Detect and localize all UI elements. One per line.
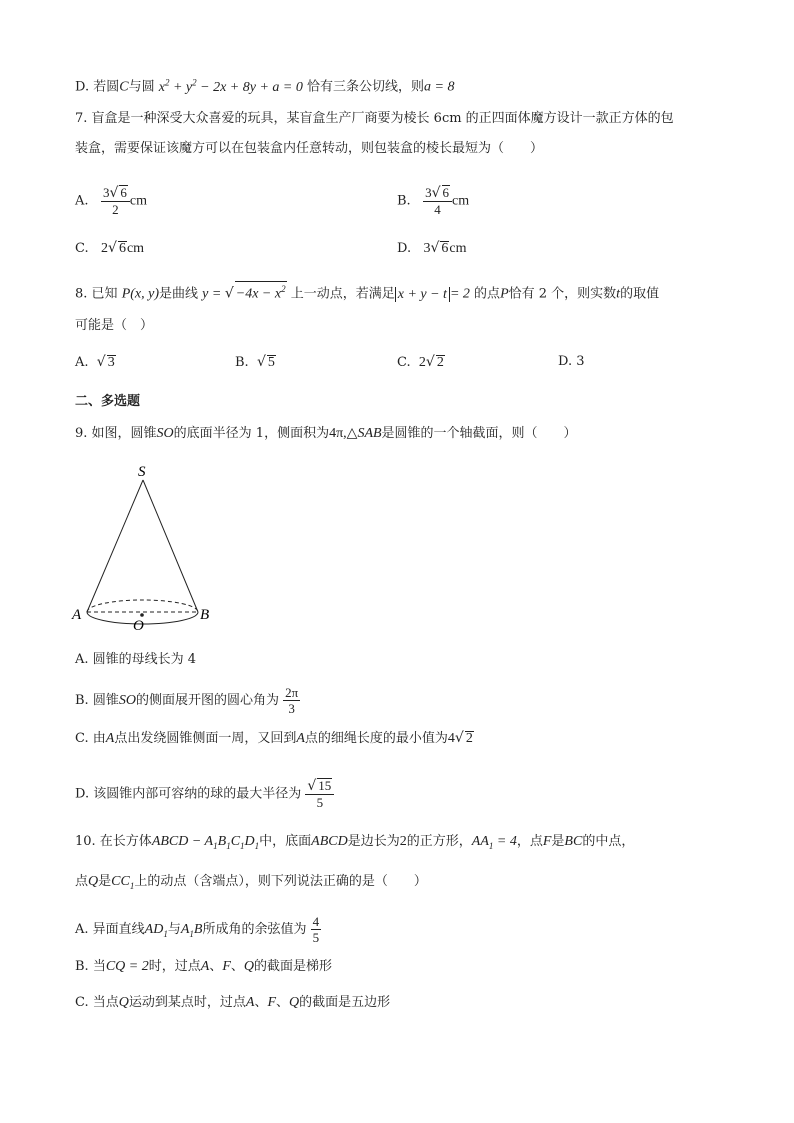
label-a: A — [72, 607, 82, 623]
q8-option-c: C. 2√ 2 — [397, 354, 444, 370]
label-s: S — [138, 464, 146, 480]
cone-figure — [70, 460, 220, 640]
q8-option-b: B. √ 5 — [235, 354, 275, 370]
q8-stem-line1: 8. 已知 P(x, y)是曲线 y = √ $-4x - x^2$ 上一动点，若满足 x + y − t = 2 的点P恰有 2 个，则实数t的取值 — [75, 281, 659, 305]
cone-edge-left — [87, 480, 143, 612]
q9-option-a: A. 圆锥的母线长为 4 — [75, 652, 197, 667]
q7-option-a: A. $\frac{3√ 6}{2}$ cm — [75, 185, 147, 217]
q9-stem: 9. 如图，圆锥SO的底面半径为 1，侧面积为4π,△SAB是圆锥的一个轴截面，则（ ） — [75, 426, 577, 441]
q10-stem-line2: 点Q是$CC_1$上的动点（含端点），则下列说法正确的是（ ） — [75, 874, 427, 891]
q10-stem-line1: 10. 在长方体ABCD − $A_1B_1C_1D_1$中，底面ABCD是边长为2的正方形，$AA_1 = 4$，点F是BC的中点， — [75, 834, 635, 851]
q10-option-b: B. 当CQ = 2时，过点A、F、Q的截面是梯形 — [75, 959, 333, 974]
q6-option-d: D. 若圆C与圆 $x^2 + y^2 - 2x + 8y + a = 0$ 恰有三条公切线，则a = 8 — [75, 77, 455, 95]
q9-option-b: B. 圆锥SO的侧面展开图的圆心角为 $\frac{2\pi}{3}$ — [75, 685, 299, 716]
q8-option-d: D. 3 — [558, 354, 585, 369]
base-back-arc — [87, 600, 198, 612]
center-point — [140, 613, 144, 617]
q10-option-a: A. 异面直线$AD_1$与$A_1B$所成角的余弦值为 $\frac{4}{5}$ — [75, 914, 320, 945]
q9-option-d: D. 该圆锥内部可容纳的球的最大半径为 $\frac{√ 15}{5}$ — [75, 778, 334, 810]
label-o: O — [133, 618, 144, 634]
circle-equation: $x^2 + y^2 - 2x + 8y + a = 0$ — [158, 77, 303, 95]
q8-option-a: A. √ 3 — [75, 354, 115, 370]
q10-option-c: C. 当点Q运动到某点时，过点A、F、Q的截面是五边形 — [75, 995, 391, 1010]
fraction: $\frac{3√ 6}{2}$ — [101, 185, 130, 217]
q7-stem-line1: 7. 盲盒是一种深受大众喜爱的玩具，某盲盒生产厂商要为棱长 6cm 的正四面体魔方设计一款正方体的包 — [75, 111, 674, 126]
section-heading: 二、多选题 — [75, 394, 141, 409]
q7-option-d: D. 3√ 6cm — [397, 240, 467, 256]
q9-option-c: C. 由A点出发绕圆锥侧面一周，又回到A点的细绳长度的最小值为4√ 2 — [75, 730, 473, 746]
label-b: B — [200, 607, 210, 623]
fraction: $\frac{3√ 6}{4}$ — [423, 185, 452, 217]
cone-edge-right — [143, 480, 198, 612]
q7-option-c: C. 2√ 6cm — [75, 240, 145, 256]
q8-stem-line2: 可能是（ ） — [75, 318, 154, 333]
q7-stem-line2: 装盒，需要保证该魔方可以在包装盒内任意转动，则包装盒的棱长最短为（ ） — [75, 141, 544, 156]
q7-option-b: B. $\frac{3√ 6}{4}$ cm — [397, 185, 470, 217]
